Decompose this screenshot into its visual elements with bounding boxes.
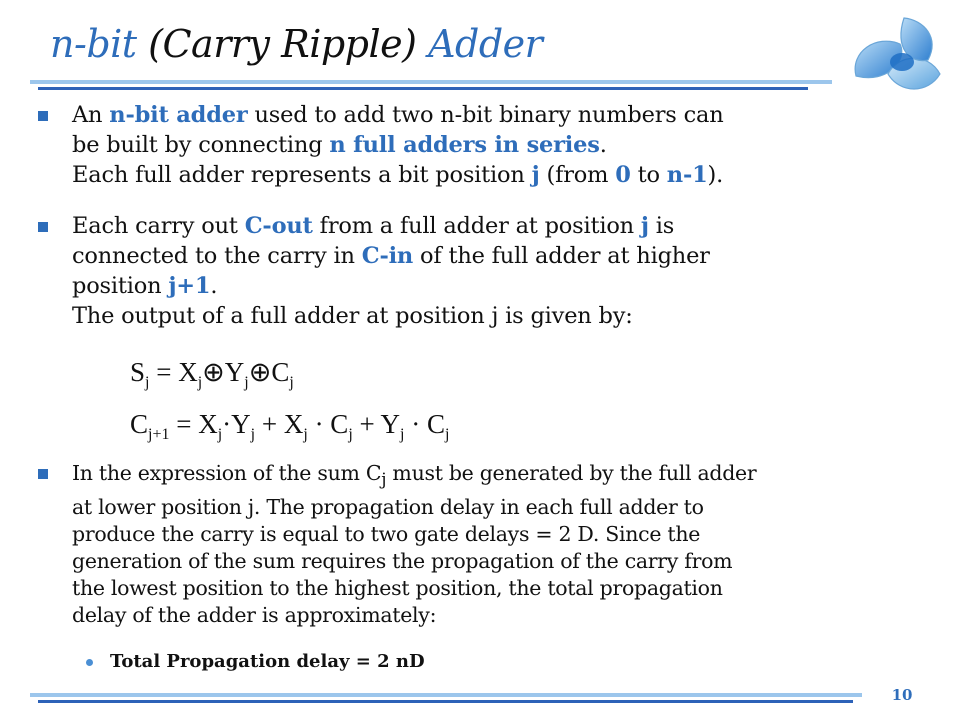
equation-term: = X — [169, 409, 218, 439]
bottom-rule-light — [30, 693, 862, 697]
subscript: j — [217, 426, 223, 443]
text-run: . — [210, 273, 218, 299]
text-line — [72, 271, 930, 301]
bullet-square-icon — [38, 469, 48, 479]
equation-term: Y — [224, 357, 245, 387]
keyword: j — [640, 213, 649, 239]
equation-term: S — [130, 357, 146, 387]
subscript: j — [197, 374, 203, 391]
keyword: j — [531, 162, 540, 188]
text-run: be built by connecting — [72, 132, 330, 158]
text-run: An — [72, 102, 110, 128]
text-run: . — [599, 132, 607, 158]
carry-equation — [130, 408, 450, 443]
keyword: j+1 — [168, 273, 211, 299]
subscript: j — [289, 374, 294, 391]
subscript: j — [145, 374, 150, 391]
keyword: 0 — [615, 162, 631, 188]
text-run: connected to the carry in — [72, 243, 362, 269]
subscript: j — [348, 426, 353, 443]
text-line — [72, 548, 930, 575]
top-rule-light — [30, 80, 832, 84]
title-part-nbit: n-bit — [50, 22, 149, 66]
text-run: from a full adder at position — [312, 213, 641, 239]
text-run: is — [648, 213, 675, 239]
keyword: n-1 — [666, 162, 708, 188]
slide-title — [50, 22, 542, 66]
text-run: produce the carry is equal to two gate delays = 2 D. Since the — [72, 522, 701, 547]
equation-term: + X — [255, 409, 304, 439]
keyword: n-bit adder — [109, 102, 248, 128]
text-run: the lowest position to the highest position, the total propagation — [72, 576, 723, 601]
text-line — [72, 160, 930, 190]
equation-term: · C — [404, 409, 445, 439]
text-line — [72, 211, 930, 241]
subscript: j — [381, 470, 387, 491]
bullet-square-icon — [38, 111, 48, 121]
text-line — [72, 521, 930, 548]
text-run: ). — [707, 162, 724, 188]
text-run: of the full adder at higher — [413, 243, 710, 269]
text-line — [72, 460, 930, 494]
text-line — [72, 301, 930, 331]
text-run: must be generated by the full adder — [386, 461, 757, 485]
equation-term: = X — [149, 357, 198, 387]
page-number: 10 — [891, 686, 913, 704]
title-part-adder: Adder — [428, 22, 543, 66]
sum-equation — [130, 356, 294, 391]
bullet-text — [72, 460, 930, 629]
equation-term: ·Y — [222, 409, 251, 439]
text-run: Each full adder represents a bit position — [72, 162, 532, 188]
bullet-text — [72, 100, 930, 190]
text-line — [72, 494, 930, 521]
subscript: j — [244, 374, 249, 391]
text-run: to — [630, 162, 667, 188]
keyword: C-out — [244, 213, 313, 239]
bottom-rule-dark — [38, 700, 853, 703]
equation-term: + Y — [352, 409, 400, 439]
text-run: delay of the adder is approximately: — [72, 603, 437, 628]
text-run: used to add two n-bit binary numbers can — [247, 102, 724, 128]
text-line — [72, 575, 930, 602]
equation-term: C — [271, 357, 290, 387]
subscript: j — [303, 426, 308, 443]
xor-operator-icon: ⊕ — [248, 357, 272, 387]
keyword: n full adders in series — [329, 132, 600, 158]
text-run: In the expression of the sum C — [72, 461, 382, 485]
bullet-dot-icon — [86, 659, 93, 666]
text-run: The output of a full adder at position j is given by: — [72, 303, 633, 329]
subscript: j — [400, 426, 405, 443]
text-run: generation of the sum requires the propagation of the carry from — [72, 549, 733, 574]
xor-operator-icon: ⊕ — [202, 357, 225, 387]
keyword: C-in — [361, 243, 414, 269]
text-run: at lower position j. The propagation delay in each full adder to — [72, 495, 704, 520]
equation-term: · C — [307, 409, 349, 439]
subscript: j — [444, 426, 450, 443]
total-delay-text: Total Propagation delay = 2 nD — [110, 651, 425, 672]
bullet-text — [72, 211, 930, 331]
text-run: Each carry out — [72, 213, 245, 239]
text-run: (from — [539, 162, 616, 188]
text-run: position — [72, 273, 169, 299]
petals-logo-icon — [848, 14, 944, 98]
text-line — [72, 100, 930, 130]
text-line — [72, 241, 930, 271]
title-part-carry-ripple: (Carry Ripple) — [148, 22, 429, 66]
subscript: j+1 — [148, 426, 170, 443]
text-line — [72, 602, 930, 629]
text-line — [72, 130, 930, 160]
top-rule-dark — [38, 87, 808, 90]
bullet-square-icon — [38, 222, 48, 232]
subscript: j — [250, 426, 256, 443]
equation-term: C — [130, 409, 149, 439]
